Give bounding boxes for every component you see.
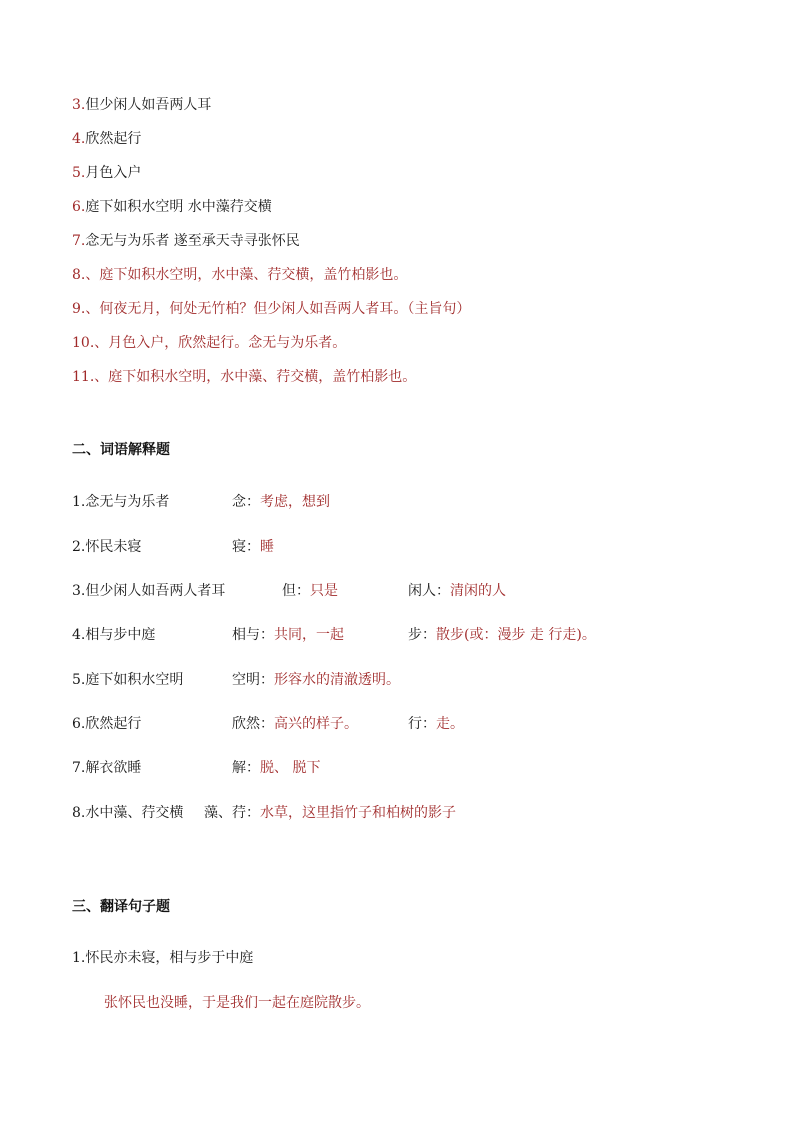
vocab-label: 解： xyxy=(232,760,260,776)
answer-number: 11. xyxy=(72,369,95,385)
vocab-answer: 睡 xyxy=(260,539,274,555)
vocab-label: 但： xyxy=(282,583,310,599)
answer-text: 月色入户 xyxy=(85,165,142,181)
vocab-source: 8.水中藻、荇交横 xyxy=(72,805,184,821)
vocab-answer: 高兴的样子。 xyxy=(274,716,358,732)
answer-text: 、庭下如积水空明，水中藻、荇交横，盖竹柏影也。 xyxy=(85,267,408,283)
answer-text: 、月色入户，欣然起行。念无与为乐者。 xyxy=(94,335,347,351)
vocab-answer: 形容水的清澈透明。 xyxy=(274,672,400,688)
vocab-label: 相与： xyxy=(232,627,274,643)
answer-number: 7. xyxy=(72,233,86,249)
answer-line-11 xyxy=(72,367,416,387)
section-heading-translation: 三、翻译句子题 xyxy=(72,899,170,915)
answer-line-5 xyxy=(72,163,141,183)
answer-line-9 xyxy=(72,299,470,319)
vocab-label: 闲人： xyxy=(408,583,450,599)
answer-line-8 xyxy=(72,265,407,285)
vocab-source: 7.解衣欲睡 xyxy=(72,760,142,776)
answer-number: 6. xyxy=(72,199,86,215)
section-heading-vocabulary: 二、词语解释题 xyxy=(72,442,170,458)
vocab-answer: 共同，一起 xyxy=(274,627,344,643)
vocab-item-3 xyxy=(72,581,722,601)
vocab-answer: 清闲的人 xyxy=(450,583,506,599)
answer-number: 8. xyxy=(72,267,86,283)
answer-text: 庭下如积水空明 水中藻荇交横 xyxy=(85,199,272,215)
answer-number: 10. xyxy=(72,335,95,351)
answer-text: 、庭下如积水空明，水中藻、荇交横，盖竹柏影也。 xyxy=(94,369,417,385)
answer-line-3 xyxy=(72,95,211,115)
answer-text: 欣然起行 xyxy=(85,131,142,147)
answer-text: 但少闲人如吾两人耳 xyxy=(85,97,212,113)
vocab-answer: 考虑，想到 xyxy=(260,494,330,510)
vocab-label: 念： xyxy=(232,494,260,510)
vocab-answer: 散步(或：漫步 走 行走)。 xyxy=(436,627,596,643)
vocab-label: 空明： xyxy=(232,672,274,688)
answer-line-10 xyxy=(72,333,346,353)
answer-text: 念无与为乐者 遂至承天寺寻张怀民 xyxy=(85,233,300,249)
answer-number: 3. xyxy=(72,97,86,113)
vocab-item-4 xyxy=(72,625,722,645)
answer-number: 4. xyxy=(72,131,86,147)
vocab-item-8 xyxy=(72,803,722,823)
vocab-label: 寝： xyxy=(232,539,260,555)
vocab-source: 5.庭下如积水空明 xyxy=(72,672,184,688)
vocab-source: 4.相与步中庭 xyxy=(72,627,156,643)
vocab-source: 1.念无与为乐者 xyxy=(72,494,170,510)
answer-line-4 xyxy=(72,129,141,149)
translation-source: 1.怀民亦未寝，相与步于中庭 xyxy=(72,950,254,966)
answer-line-6 xyxy=(72,197,272,217)
vocab-item-1 xyxy=(72,492,722,512)
answer-number: 9. xyxy=(72,301,86,317)
vocab-item-6 xyxy=(72,714,722,734)
answer-text: 、何夜无月，何处无竹柏？但少闲人如吾两人者耳。（主旨句） xyxy=(85,301,471,317)
vocab-label: 欣然： xyxy=(232,716,274,732)
vocab-item-7 xyxy=(72,758,722,778)
vocab-answer: 只是 xyxy=(310,583,338,599)
translation-answer: 张怀民也没睡，于是我们一起在庭院散步。 xyxy=(104,995,370,1011)
answer-line-7 xyxy=(72,231,300,251)
answer-number: 5. xyxy=(72,165,86,181)
vocab-source: 6.欣然起行 xyxy=(72,716,142,732)
vocab-item-2 xyxy=(72,537,722,557)
vocab-item-5 xyxy=(72,670,722,690)
vocab-answer: 走。 xyxy=(436,716,464,732)
vocab-answer: 脱、 脱下 xyxy=(260,760,321,776)
vocab-label: 步： xyxy=(408,627,436,643)
vocab-label: 行： xyxy=(408,716,436,732)
vocab-answer: 水草，这里指竹子和柏树的影子 xyxy=(260,805,456,821)
vocab-source: 2.怀民未寝 xyxy=(72,539,142,555)
vocab-source: 3.但少闲人如吾两人者耳 xyxy=(72,583,226,599)
vocab-label: 藻、荇： xyxy=(204,805,260,821)
